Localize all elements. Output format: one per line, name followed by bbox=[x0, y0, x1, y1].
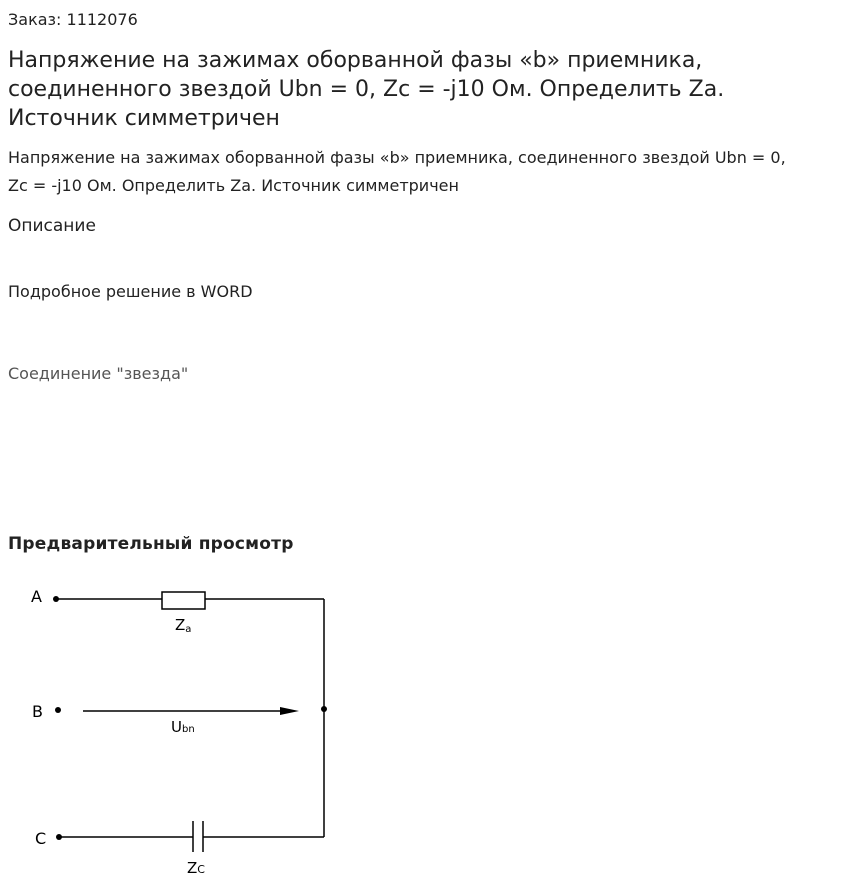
neutral-node-dot bbox=[321, 706, 327, 712]
description-heading: Описание bbox=[8, 216, 96, 236]
resistor-za bbox=[162, 592, 205, 609]
za-label: Za bbox=[175, 616, 192, 635]
preview-heading: Предварительный просмотр bbox=[8, 534, 294, 554]
category-label: Соединение "звезда" bbox=[8, 364, 189, 383]
zc-label: ZC bbox=[187, 859, 205, 877]
terminal-a-dot bbox=[53, 596, 59, 602]
order-number: Заказ: 1112076 bbox=[8, 10, 138, 29]
node-c-label: C bbox=[35, 829, 47, 848]
page-title: Напряжение на зажимах оборванной фазы «b» приемника, соединенного звездой Ubn = 0, Zc = -j10 Ом. Определить Za. Источник симметричен bbox=[8, 48, 725, 131]
node-a-label: A bbox=[31, 587, 42, 606]
ubn-label: Ubn bbox=[171, 718, 195, 736]
terminal-c-dot bbox=[56, 834, 62, 840]
description-text: Подробное решение в WORD bbox=[8, 282, 253, 301]
arrow-head-icon bbox=[280, 707, 299, 715]
page-subtitle: Напряжение на зажимах оборванной фазы «b» приемника, соединенного звездой Ubn = 0, Zc = -j10 Ом. Определить Za. Источник симметричен bbox=[8, 148, 786, 195]
node-b-label: B bbox=[32, 702, 43, 721]
terminal-b-dot bbox=[55, 707, 61, 713]
circuit-diagram bbox=[0, 575, 360, 885]
